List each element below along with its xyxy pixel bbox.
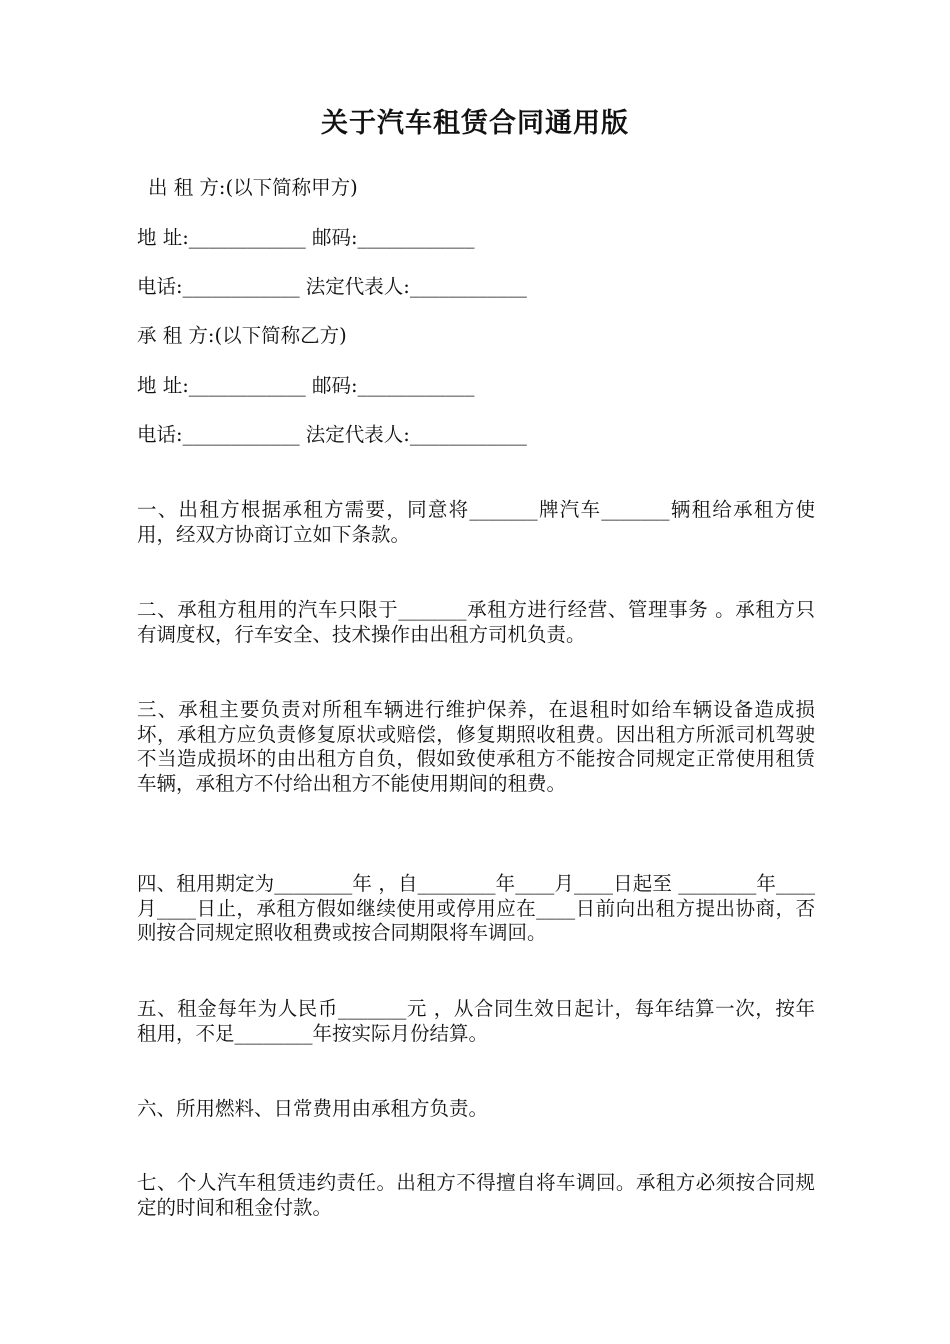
clause-2: 二、承租方租用的汽车只限于_______承租方进行经营、管理事务 。承租方只有调度权，行车安全、技术操作由出租方司机负责。 (137, 598, 815, 646)
document-title: 关于汽车租赁合同通用版 (321, 108, 629, 139)
clause-3: 三、承租主要负责对所租车辆进行维护保养，在退租时如给车辆设备造成损坏，承租方应负责修复原状或赔偿，修复期照收租费。因出租方所派司机驾驶不当造成损坏的由出租方自负，假如致使承租方不能按合同规定正常使用租赁车辆，承租方不付给出租方不能使用期间的租费。 (137, 698, 815, 795)
clause-5: 五、租金每年为人民币_______元 ，从合同生效日起计，每年结算一次，按年租用，不足________年按实际月份结算。 (137, 997, 815, 1045)
lessor-address-line: 地 址:____________ 邮码:____________ (137, 226, 475, 249)
clause-1: 一、出租方根据承租方需要，同意将_______牌汽车_______辆租给承租方使用，经双方协商订立如下条款。 (137, 498, 815, 546)
lessor-heading: 出 租 方:(以下简称甲方) (148, 176, 358, 199)
clause-6: 六、所用燃料、日常费用由承租方负责。 (137, 1097, 489, 1120)
lessee-heading: 承 租 方:(以下简称乙方) (137, 324, 347, 347)
clause-4: 四、租用期定为________年 ，自________年____月____日起至 ________年____月____日止，承租方假如继续使用或停用应在____日前向出租方提出协商，否则按合同规定照收租费或按合同期限将车调回。 (137, 872, 815, 944)
clause-7: 七、个人汽车租赁违约责任。出租方不得擅自将车调回。承租方必须按合同规定的时间和租金付款。 (137, 1171, 815, 1219)
lessee-address-line: 地 址:____________ 邮码:____________ (137, 374, 475, 397)
lessee-phone-line: 电话:____________ 法定代表人:____________ (137, 423, 527, 446)
lessor-phone-line: 电话:____________ 法定代表人:____________ (137, 275, 527, 298)
